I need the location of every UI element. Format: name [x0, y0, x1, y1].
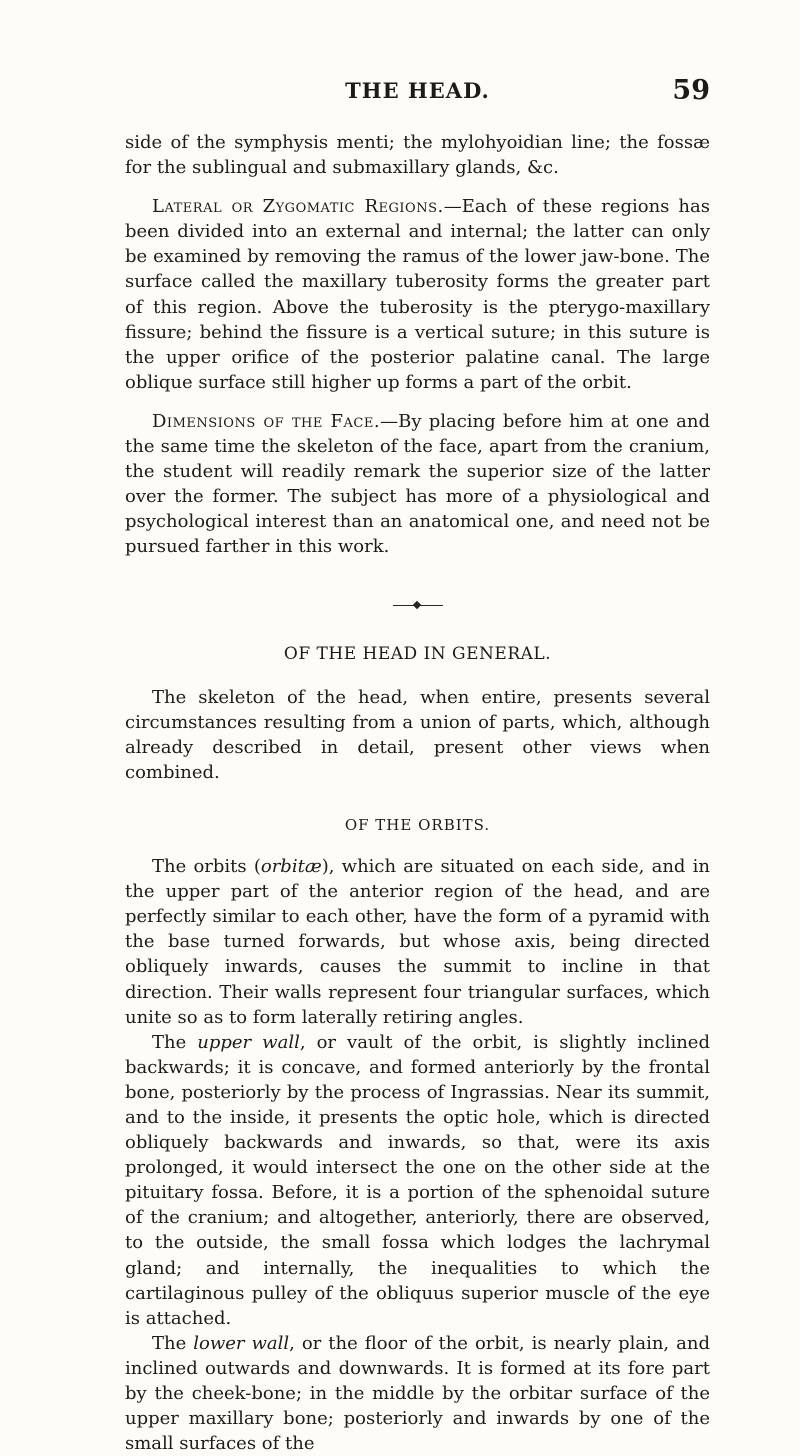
lateral-regions-text: —Each of these regions has been divided into an external and internal; the latter can only be examined by removing the ramus of the lower jaw-bone. The surface called the maxillary tuberosity forms the greater part of this region. Above the tuberosity is the pterygo-maxillary fissure; behind the fissure is a vertical suture; in this suture is the upper orifice of the posterior palatine canal. The large oblique surface still higher up forms a part of the orbit.: [125, 196, 710, 393]
dimensions-text: —By placing before him at one and the same time the skeleton of the face, apart from the cranium, the student will readily remark the superior size of the latter over the former. The subject has more of a physiological and psychological interest than an anatomical one, and need not be pursued farther in this work.: [125, 410, 710, 558]
lower-wall-text-a: The: [152, 1332, 194, 1354]
paragraph-head-general: [125, 685, 710, 785]
section-heading: OF THE HEAD IN GENERAL.: [283, 643, 552, 664]
text-block: [125, 130, 710, 1456]
upper-wall-text-b: , or vault of the orbit, is slightly inclined backwards; it is concave, and formed anteriorly by the frontal bone, posteriorly by the process of Ingrassias. Near its summit, and to the inside, it presents the optic hole, which is directed obliquely backwards and inwards, so that, were its axis prolonged, it would intersect the one on the other side at the pituitary fossa. Before, it is a portion of the sphenoidal suture of the cranium; and altogether, anteriorly, there are observed, to the outside, the small fossa which lodges the lachrymal gland; and internally, the inequalities to which the cartilaginous pulley of the obliquus superior muscle of the eye is attached.: [125, 1031, 710, 1329]
running-head: [125, 75, 710, 108]
paragraph-lower-wall: [125, 1331, 710, 1456]
paragraph-1-text: side of the symphysis menti; the mylohyoidian line; the fossæ for the sublingual and submaxillary glands, &c.: [125, 132, 710, 179]
head-general-text: The skeleton of the head, when entire, presents several circumstances resulting from a union of parts, which, although already described in detail, present other views when combined.: [125, 686, 710, 783]
paragraph-upper-wall: [125, 1030, 710, 1331]
paragraph-dimensions: [125, 409, 710, 560]
upper-wall-term: upper wall: [197, 1031, 300, 1053]
orbits-text-b: ), which are situated on each side, and in the upper part of the anterior region of the head, and are perfectly similar to each other, have the form of a pyramid with the base turned forwards, but whose axis, being directed obliquely inwards, causes the summit to incline in that direction. Their walls represent four triangular surfaces, which unite so as to form laterally retiring angles.: [125, 856, 710, 1028]
lateral-regions-heading: Lateral or Zygomatic Regions.: [152, 196, 444, 218]
orbits-text-a: The orbits (: [152, 856, 261, 878]
running-title: THE HEAD.: [345, 78, 490, 103]
lower-wall-text-b: , or the floor of the orbit, is nearly plain, and inclined outwards and downwards. It is formed at its fore part by the cheek-bone; in the middle by the orbitar surface of the upper maxillary bone; posteriorly and inwards by one of the small surfaces of the: [125, 1332, 710, 1455]
paragraph-lateral-regions: [125, 194, 710, 395]
orbitae-term: orbitæ: [260, 856, 322, 878]
divider-diamond-icon: [412, 600, 420, 608]
paragraph-1: [125, 130, 710, 180]
paragraph-orbits: [125, 854, 710, 1030]
upper-wall-text-a: The: [152, 1031, 198, 1053]
dimensions-heading: Dimensions of the Face.: [152, 410, 381, 432]
page-number: 59: [672, 75, 710, 106]
section-divider: [393, 600, 443, 612]
subsection-heading: OF THE ORBITS.: [344, 815, 491, 834]
lower-wall-term: lower wall: [193, 1332, 290, 1354]
